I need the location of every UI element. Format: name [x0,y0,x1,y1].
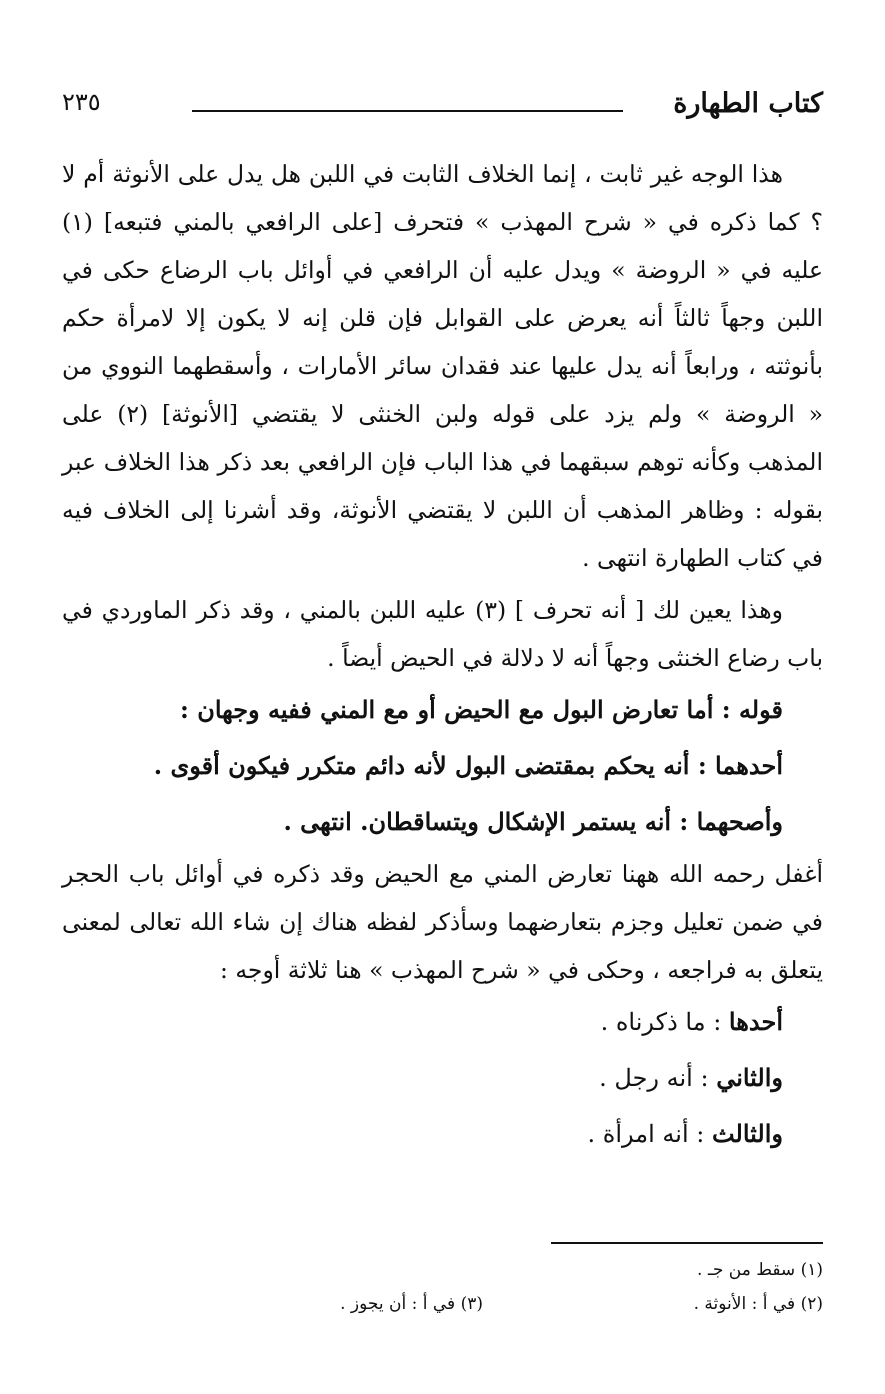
footnote-row [62,1260,823,1294]
list-item-lead: والثالث [711,1119,783,1148]
list-item-lead: أحدها [728,1007,783,1036]
paragraph-1: هذا الوجه غير ثابت ، إنما الخلاف الثابت في اللبن هل يدل على الأنوثة أم لا ؟ كما ذكره في « شرح المهذب » فتحرف [على الرافعي بالمني فتبعه] (١) عليه في « الروضة » ويدل عليه أن الرافعي في أوائل باب الرضاع حكى في اللبن وجهاً ثالثاً أنه يعرض على القوابل فإن قلن إنه لا يكون إلا لامرأة حكم بأنوثته ، ورابعاً أنه يدل عليها عند فقدان سائر الأمارات ، وأسقطهما النووي من « الروضة » ولم يزد على قوله ولبن الخنثى لا يقتضي [الأنوثة] (٢) على المذهب وكأنه توهم سبقهما في هذا الباب فإن الرافعي بعد ذكر هذا الخلاف عبر بقوله : وظاهر المذهب أن اللبن لا يقتضي الأنوثة، وقد أشرنا إلى الخلاف فيه في كتاب الطهارة انتهى . [62,160,823,572]
footnote-3: (٣) في أ : أن يجوز . [340,1294,483,1314]
list-item [62,1050,823,1106]
running-header [62,88,823,128]
list-item-lead: والثاني [716,1063,783,1092]
page-number: ٢٣٥ [62,88,101,116]
footnotes [62,1260,823,1328]
list-item-text: : ما ذكرناه . [600,1008,729,1036]
list-item-text: : أنه رجل . [599,1064,717,1092]
list-item [62,994,823,1050]
quoted-statement: قوله : أما تعارض البول مع الحيض أو مع المني ففيه وجهان : [180,695,783,724]
paragraph-2: وهذا يعين لك [ أنه تحرف ] (٣) عليه اللبن بالمني ، وقد ذكر الماوردي في باب رضاع الخنثى وجهاً أنه لا دلالة في الحيض أيضاً . [62,596,823,672]
list-item-text: : أنه امرأة . [587,1120,712,1148]
footnote-1: (١) سقط من جـ . [697,1260,823,1280]
footnote-row [62,1294,823,1328]
footnote-rule [551,1242,823,1244]
first-view: أحدهما : أنه يحكم بمقتضى البول لأنه دائم متكرر فيكون أقوى . [153,751,783,780]
correct-view: وأصحهما : أنه يستمر الإشكال ويتساقطان. انتهى . [283,807,783,836]
header-rule [192,110,623,112]
list-item [62,1106,823,1162]
paragraph-3: أغفل رحمه الله ههنا تعارض المني مع الحيض وقد ذكره في أوائل باب الحجر في ضمن تعليل وجزم بتعارضهما وسأذكر لفظه هناك إن شاء الله تعالى لمعنى يتعلق به فراجعه ، وحكى في « شرح المهذب » هنا ثلاثة أوجه : [62,860,823,984]
book-title: كتاب الطهارة [673,88,823,119]
main-text [62,150,823,1162]
footnote-2: (٢) في أ : الأنوثة . [693,1294,823,1314]
